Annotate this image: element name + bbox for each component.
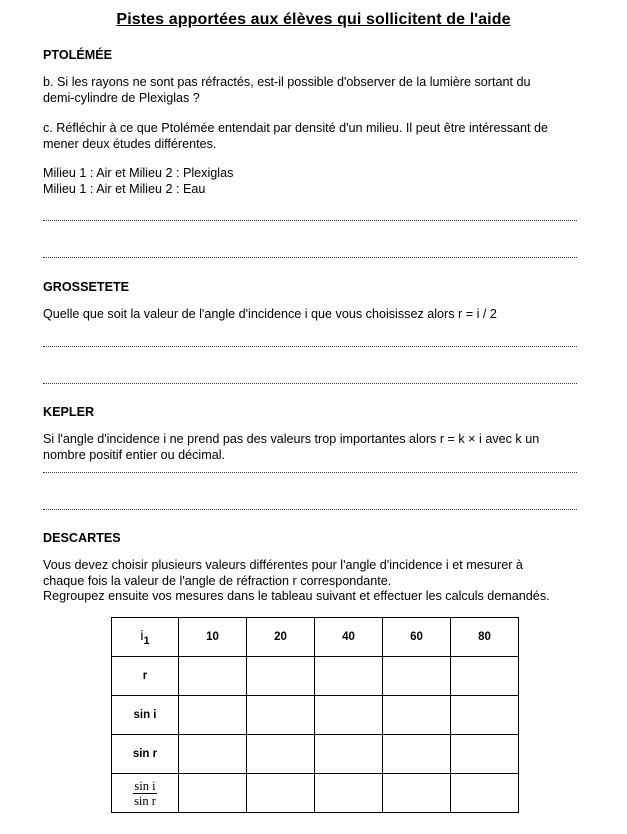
row-label-sin-r: sin r <box>112 735 179 774</box>
table-cell[interactable] <box>179 774 247 813</box>
table-cell[interactable] <box>451 735 519 774</box>
answer-line[interactable] <box>43 509 577 510</box>
table-cell[interactable] <box>179 696 247 735</box>
descartes-line-1: Vous devez choisir plusieurs valeurs différentes pour l'angle d'incidence i et mesurer à <box>43 558 523 572</box>
answer-line[interactable] <box>43 472 577 473</box>
row-label-ratio <box>112 774 179 813</box>
descartes-line-3: Regroupez ensuite vos mesures dans le tableau suivant et effectuer les calculs demandés. <box>43 589 550 603</box>
table-row <box>112 657 519 696</box>
heading-grossetete: GROSSETETE <box>43 280 130 294</box>
table-cell[interactable] <box>315 657 383 696</box>
ratio-denominator: sin r <box>134 793 156 808</box>
table-cell[interactable] <box>315 735 383 774</box>
kepler-line-2: nombre positif entier ou décimal. <box>43 447 226 462</box>
header-symbol: i <box>140 627 144 644</box>
descartes-line-2: chaque fois la valeur de l'angle de réfraction r correspondante. <box>43 573 392 588</box>
ptolemee-media-list <box>43 166 589 197</box>
answer-line[interactable] <box>43 257 577 258</box>
grossetete-text: Quelle que soit la valeur de l'angle d'incidence i que vous choisissez alors r = i / 2 <box>43 307 497 321</box>
question-c-line-2: mener deux études différentes. <box>43 136 217 151</box>
question-b-line-2: demi-cylindre de Plexiglas ? <box>43 90 200 105</box>
table-row <box>112 735 519 774</box>
media-case-plexiglas: Milieu 1 : Air et Milieu 2 : Plexiglas <box>43 166 234 180</box>
heading-ptolemee: PTOLÉMÉE <box>43 48 113 62</box>
ratio-fraction <box>133 779 156 808</box>
heading-kepler: KEPLER <box>43 405 95 419</box>
answer-line[interactable] <box>43 383 577 384</box>
page-title: Pistes apportées aux élèves qui sollicitent de l'aide <box>116 11 511 28</box>
header-angle-cell: 10 <box>179 618 247 657</box>
answer-line[interactable] <box>43 220 577 221</box>
table-cell[interactable] <box>315 774 383 813</box>
table-cell[interactable] <box>315 696 383 735</box>
header-angle-cell: 40 <box>315 618 383 657</box>
table-cell[interactable] <box>179 657 247 696</box>
descartes-text <box>43 558 589 605</box>
table-cell[interactable] <box>451 696 519 735</box>
ptolemee-question-b <box>43 75 589 106</box>
ratio-numerator: sin i <box>134 778 156 793</box>
table-cell[interactable] <box>383 696 451 735</box>
heading-descartes: DESCARTES <box>43 531 121 545</box>
table-cell[interactable] <box>383 657 451 696</box>
header-subscript: 1 <box>143 634 150 647</box>
answer-line[interactable] <box>43 346 577 347</box>
table-cell[interactable] <box>451 657 519 696</box>
row-label-sin-i: sin i <box>112 696 179 735</box>
kepler-text <box>43 432 589 463</box>
header-angle-cell: 80 <box>451 618 519 657</box>
table-cell[interactable] <box>383 735 451 774</box>
table-header-row <box>112 618 519 657</box>
table-cell[interactable] <box>247 696 315 735</box>
kepler-line-1: Si l'angle d'incidence i ne prend pas des valeurs trop importantes alors r = k × i avec k un <box>43 432 540 446</box>
table-cell[interactable] <box>179 735 247 774</box>
table-row <box>112 696 519 735</box>
header-cell-i1 <box>112 618 179 657</box>
table-cell[interactable] <box>247 657 315 696</box>
media-case-eau: Milieu 1 : Air et Milieu 2 : Eau <box>43 181 206 196</box>
table-cell[interactable] <box>451 774 519 813</box>
row-label-r: r <box>112 657 179 696</box>
table-cell[interactable] <box>247 735 315 774</box>
table-row <box>112 774 519 813</box>
ptolemee-question-c <box>43 121 589 152</box>
measurement-table <box>111 617 519 813</box>
table-cell[interactable] <box>247 774 315 813</box>
table-cell[interactable] <box>383 774 451 813</box>
question-b-line-1: b. Si les rayons ne sont pas réfractés, est-il possible d'observer de la lumière sortant du <box>43 75 531 89</box>
header-angle-cell: 60 <box>383 618 451 657</box>
question-c-line-1: c. Réfléchir à ce que Ptolémée entendait par densité d'un milieu. Il peut être intéressant de <box>43 121 549 135</box>
header-angle-cell: 20 <box>247 618 315 657</box>
